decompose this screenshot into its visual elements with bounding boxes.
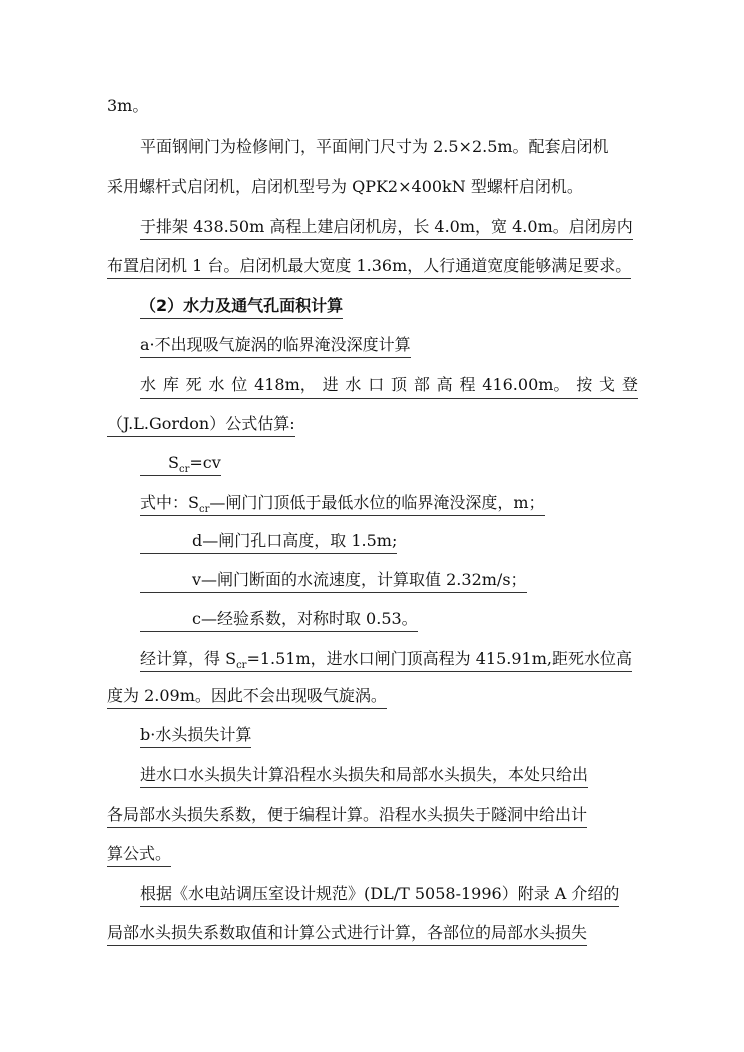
justified-line: 水 库 死 水 位 418m， 进 水 口 顶 部 高 程 416.00m。 按 戈 登: [140, 375, 638, 399]
subsection-heading: a·不出现吸气旋涡的临界淹没深度计算: [140, 335, 411, 355]
definition-line: d—闸门孔口高度，取 1.5m;: [140, 531, 397, 551]
paragraph-line: 3m。: [107, 96, 149, 115]
paragraph-line: 进水口水头损失计算沿程水头损失和局部水头损失，本处只给出: [140, 765, 588, 785]
paragraph-line: 采用螺杆式启闭机，启闭机型号为 QPK2×400kN 型螺杆启闭机。: [107, 177, 583, 196]
paragraph-line: 局部水头损失系数取值和计算公式进行计算，各部位的局部水头损失: [107, 923, 587, 943]
formula: $S_{cr}=cv$: [140, 453, 221, 476]
paragraph-line: 经计算，得 $S_{cr}=1.51m$，进水口闸门顶高程为 415.91m,距死水位高: [140, 649, 632, 671]
definition-line: 式中：$S_{cr}—$闸门门顶低于最低水位的临界淹没深度，m；: [140, 493, 545, 515]
paragraph-line: 布置启闭机 1 台。启闭机最大宽度 1.36m，人行通道宽度能够满足要求。: [107, 256, 631, 276]
paragraph-line: 算公式。: [107, 844, 171, 864]
paragraph-line: 于排架 438.50m 高程上建启闭机房，长 4.0m，宽 4.0m。启闭房内: [140, 217, 633, 237]
paragraph-line: 平面钢闸门为检修闸门，平面闸门尺寸为 2.5×2.5m。配套启闭机: [140, 137, 609, 156]
section-heading: （2）水力及通气孔面积计算: [140, 296, 343, 316]
subsection-heading: b·水头损失计算: [140, 725, 251, 745]
paragraph-line: 各局部水头损失系数，便于编程计算。沿程水头损失于隧洞中给出计: [107, 805, 587, 825]
definition-line: c—经验系数，对称时取 0.53。: [140, 609, 418, 629]
paragraph-line: 度为 2.09m。因此不会出现吸气旋涡。: [107, 686, 387, 706]
paragraph-line: 根据《水电站调压室设计规范》(DL/T 5058-1996）附录 A 介绍的: [140, 884, 619, 904]
definition-line: v—闸门断面的水流速度，计算取值 2.32m/s；: [140, 570, 527, 590]
paragraph-line: （J.L.Gordon）公式估算:: [107, 414, 295, 434]
